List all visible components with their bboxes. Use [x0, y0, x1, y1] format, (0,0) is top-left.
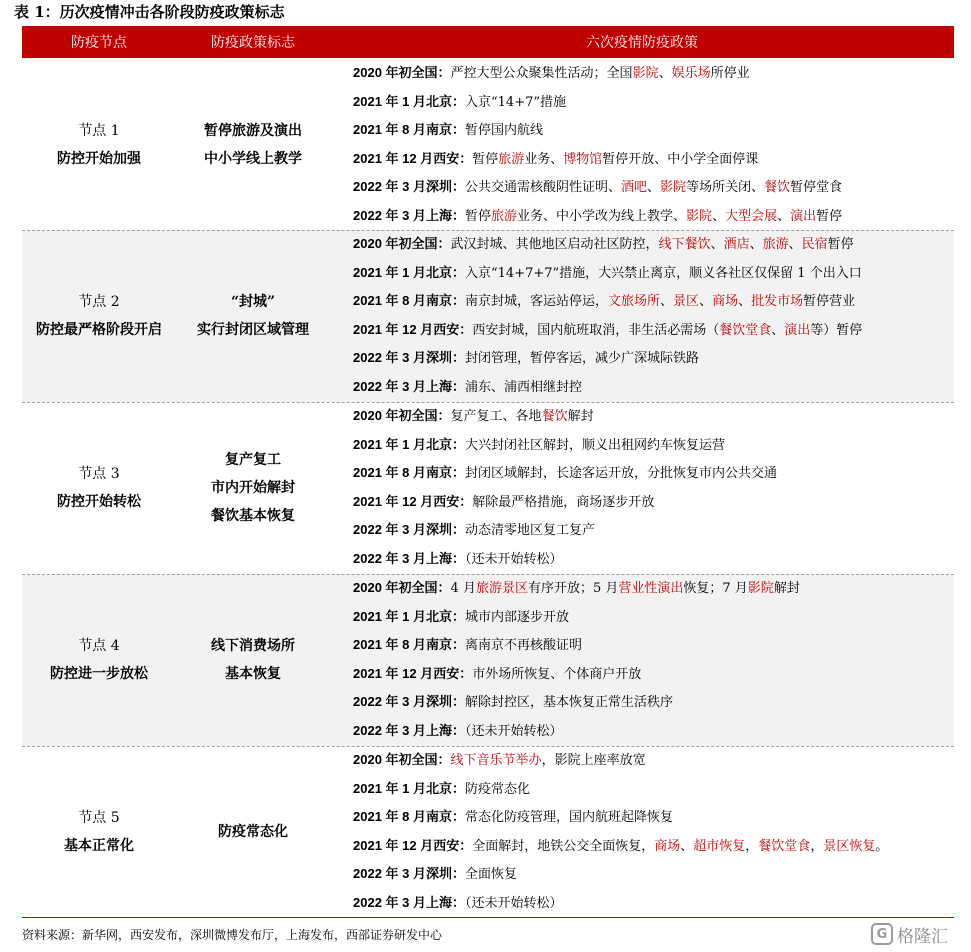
policy-text: 防疫常态化	[465, 781, 531, 797]
policy-line-label: 2022 年 3 月深圳：	[353, 522, 465, 538]
logo-text: 格隆汇	[897, 926, 948, 947]
node-label: 节点 5	[78, 809, 120, 826]
policy-line-label: 2021 年 12 月西安：	[353, 321, 473, 337]
node-cell	[22, 746, 176, 918]
policy-text: 解除封控区，基本恢复正常生活秩序	[465, 695, 674, 711]
policy-line-label: 2022 年 3 月上海：	[353, 207, 465, 223]
policy-text: 、	[710, 237, 724, 252]
table-section	[22, 230, 954, 402]
policy-line-label: 2021 年 1 月北京：	[353, 264, 465, 280]
policy-mark-line: 中小学线上教学	[204, 150, 302, 167]
policy-line-label: 2021 年 1 月北京：	[353, 93, 465, 109]
policy-text: 浦东、浦西相继封控	[465, 379, 583, 395]
policy-line	[353, 717, 954, 746]
policy-text: 暂停开放、中小学全面停课	[602, 151, 759, 167]
node-cell	[22, 574, 176, 746]
policy-mark-cell	[176, 402, 330, 574]
policy-text: 恢复；7 月	[683, 581, 748, 596]
policy-text: 业务、中小学改为线上教学、	[517, 208, 687, 224]
policy-line	[353, 431, 954, 460]
policy-line	[353, 574, 954, 603]
policy-line-label: 2021 年 8 月南京：	[353, 809, 465, 825]
header-policies: 六次疫情防疫政策	[586, 35, 698, 51]
node-title: 防控最严格阶段开启	[36, 321, 162, 338]
node-title: 防控开始加强	[57, 150, 141, 167]
policy-text: ，	[745, 838, 759, 854]
highlight-text: 餐饮	[541, 409, 568, 424]
policy-list	[353, 230, 954, 402]
table-caption: 表 1：历次疫情冲击各阶段防疫政策标志	[14, 3, 285, 21]
policy-line-label: 2020 年初全国：	[353, 236, 451, 251]
table-bottom-rule	[22, 917, 954, 918]
policy-text: 动态清零地区复工复产	[465, 523, 596, 539]
node-label: 节点 3	[78, 465, 120, 482]
policy-line	[353, 775, 954, 804]
policy-line-label: 2021 年 12 月西安：	[353, 665, 473, 681]
policy-line-label: 2020 年初全国：	[353, 752, 451, 767]
policy-text: 武汉封城、其他地区启动社区防控，	[450, 237, 659, 252]
highlight-text: 营业性演出	[618, 581, 684, 596]
policy-mark-line: “封城”	[230, 293, 276, 310]
policy-line	[353, 603, 954, 632]
highlight-text: 线下餐饮	[658, 237, 711, 252]
policy-text: ，影院上座率放宽	[541, 753, 646, 768]
policy-text: 、	[660, 294, 674, 310]
policy-line	[353, 230, 954, 259]
node-title: 防控进一步放松	[50, 665, 148, 682]
policy-line	[353, 202, 954, 231]
highlight-text: 餐饮堂食	[758, 838, 811, 854]
policy-line-label: 2021 年 12 月西安：	[353, 150, 473, 166]
highlight-text: 民宿	[801, 237, 828, 252]
highlight-text: 餐饮堂食	[719, 322, 772, 338]
policy-mark-line: 基本恢复	[225, 665, 281, 682]
policy-text: （还未开始转松）	[465, 551, 563, 567]
policy-line	[353, 488, 954, 517]
policy-text: 公共交通需核酸阴性证明、	[465, 180, 622, 196]
highlight-text: 文旅场所	[608, 294, 661, 310]
policy-line	[353, 803, 954, 832]
policy-text: 西安封城，国内航班取消，非生活必需场（	[472, 322, 720, 338]
policy-text: 离南京不再核酸证明	[465, 638, 583, 654]
policy-mark-line: 防疫常态化	[218, 823, 288, 840]
policy-line-label: 2021 年 12 月西安：	[353, 837, 473, 853]
policy-text: 暂停堂食	[790, 180, 843, 196]
policy-text: 等场所关闭、	[686, 180, 765, 196]
policy-text: 暂停	[827, 237, 854, 252]
gelonghui-logo-icon: G	[871, 923, 893, 945]
policy-line	[353, 746, 954, 775]
policy-line	[353, 889, 954, 918]
highlight-text: 商场	[654, 838, 681, 854]
policy-mark-cell	[176, 230, 330, 402]
policy-line	[353, 832, 954, 861]
policy-line-label: 2022 年 3 月上海：	[353, 378, 465, 394]
policy-text: 复产复工、各地	[450, 409, 542, 424]
highlight-text: 博物馆	[563, 151, 603, 167]
highlight-text: 超市恢复	[693, 838, 746, 854]
header-node: 防疫节点	[71, 35, 127, 51]
policy-line-label: 2021 年 1 月北京：	[353, 436, 465, 452]
policy-mark-cell	[176, 574, 330, 746]
policy-line	[353, 59, 954, 88]
node-label: 节点 1	[78, 122, 120, 139]
highlight-text: 餐饮	[764, 180, 791, 196]
policy-text: 4 月	[450, 581, 476, 596]
policy-list	[353, 746, 954, 918]
table-section	[22, 574, 954, 746]
policy-text: 市外场所恢复、个体商户开放	[472, 666, 642, 682]
policy-text: 有序开放；5 月	[527, 581, 619, 596]
policy-text: 全面恢复	[465, 867, 518, 883]
policy-line-label: 2020 年初全国：	[353, 65, 451, 80]
header-policy-mark: 防疫政策标志	[211, 35, 295, 51]
node-label: 节点 2	[78, 293, 120, 310]
policy-text: 解封	[567, 409, 594, 424]
highlight-text: 影院	[747, 581, 774, 596]
policy-line	[353, 287, 954, 316]
highlight-text: 影院	[632, 66, 659, 81]
node-cell	[22, 402, 176, 574]
policy-text: 业务、	[524, 151, 564, 167]
policy-line	[353, 145, 954, 174]
policy-text: 、	[712, 208, 726, 224]
policy-text: （还未开始转松）	[465, 895, 563, 911]
policy-text: 入京“14+7”措施	[465, 94, 566, 110]
policy-text: 、	[647, 180, 661, 196]
policy-text: 城市内部逐步开放	[465, 609, 570, 625]
section-divider	[22, 402, 954, 403]
policy-line-label: 2021 年 1 月北京：	[353, 780, 465, 796]
policy-mark-line: 复产复工	[225, 451, 281, 468]
policy-text: 所停业	[710, 66, 750, 81]
policy-text: 南京封城，客运站停运，	[465, 294, 609, 310]
policy-text: 、	[699, 294, 713, 310]
highlight-text: 旅游	[762, 237, 789, 252]
policy-text: （还未开始转松）	[465, 723, 563, 739]
policy-line-label: 2021 年 12 月西安：	[353, 493, 473, 509]
policy-line-label: 2022 年 3 月深圳：	[353, 694, 465, 710]
policy-text: 严控大型公众聚集性活动；全国	[450, 66, 633, 81]
policy-line-label: 2021 年 1 月北京：	[353, 608, 465, 624]
section-divider	[22, 574, 954, 575]
policy-line-label: 2021 年 8 月南京：	[353, 637, 465, 653]
table-header	[22, 26, 954, 58]
policy-text: 暂停	[465, 208, 492, 224]
policy-text: 等）暂停	[810, 322, 863, 338]
policy-text: ，	[810, 838, 824, 854]
watermark-logo	[871, 920, 961, 948]
policy-line	[353, 88, 954, 117]
highlight-text: 酒店	[723, 237, 750, 252]
policy-line-label: 2022 年 3 月上海：	[353, 722, 465, 738]
policy-text: 、	[680, 838, 694, 854]
policy-text: 全面解封，地铁公交全面恢复，	[472, 838, 655, 854]
policy-line	[353, 545, 954, 574]
policy-line-label: 2021 年 8 月南京：	[353, 122, 465, 138]
policy-line	[353, 516, 954, 545]
highlight-text: 旅游景区	[475, 581, 528, 596]
policy-text: 解除最严格措施，商场逐步开放	[472, 494, 655, 510]
policy-line	[353, 860, 954, 889]
policy-line	[353, 688, 954, 717]
highlight-text: 景区恢复	[823, 838, 876, 854]
policy-text: 、	[771, 322, 785, 338]
policy-line	[353, 316, 954, 345]
policy-list	[353, 574, 954, 746]
table-section	[22, 59, 954, 231]
highlight-text: 演出	[784, 322, 811, 338]
highlight-text: 娱乐场	[671, 66, 711, 81]
table-section	[22, 402, 954, 574]
policy-list	[353, 59, 954, 231]
highlight-text: 旅游	[498, 151, 525, 167]
policy-line	[353, 373, 954, 402]
policy-text: 、	[777, 208, 791, 224]
highlight-text: 影院	[686, 208, 713, 224]
node-title: 基本正常化	[64, 837, 134, 854]
node-label: 节点 4	[78, 637, 120, 654]
policy-text: 、	[788, 237, 802, 252]
section-divider	[22, 746, 954, 747]
policy-mark-cell	[176, 59, 330, 231]
policy-mark-cell	[176, 746, 330, 918]
highlight-text: 影院	[660, 180, 687, 196]
policy-line-label: 2022 年 3 月深圳：	[353, 866, 465, 882]
highlight-text: 演出	[790, 208, 817, 224]
highlight-text: 商场	[712, 294, 739, 310]
policy-text: 常态化防疫管理，国内航班起降恢复	[465, 810, 674, 826]
policy-list	[353, 402, 954, 574]
node-title: 防控开始转松	[57, 493, 141, 510]
highlight-text: 景区	[673, 294, 700, 310]
policy-mark-line: 市内开始解封	[211, 479, 295, 496]
policy-line-label: 2022 年 3 月深圳：	[353, 350, 465, 366]
policy-line	[353, 660, 954, 689]
highlight-text: 酒吧	[621, 180, 648, 196]
policy-text: 、	[749, 237, 763, 252]
policy-mark-line: 餐饮基本恢复	[211, 507, 295, 524]
policy-line-label: 2021 年 8 月南京：	[353, 293, 465, 309]
policy-text: 解封	[773, 581, 800, 596]
policy-mark-line: 暂停旅游及演出	[204, 122, 302, 139]
policy-text: 暂停	[816, 208, 843, 224]
policy-line	[353, 259, 954, 288]
policy-text: 大兴封闭社区解封，顺义出租网约车恢复运营	[465, 437, 726, 453]
policy-line	[353, 631, 954, 660]
policy-line-label: 2022 年 3 月深圳：	[353, 179, 465, 195]
policy-line	[353, 459, 954, 488]
policy-line-label: 2020 年初全国：	[353, 408, 451, 423]
policy-text: 。	[875, 838, 889, 854]
policy-text: 、	[658, 66, 672, 81]
policy-line	[353, 173, 954, 202]
highlight-text: 批发市场	[751, 294, 804, 310]
node-cell	[22, 230, 176, 402]
policy-text: 、	[738, 294, 752, 310]
policy-mark-line: 线下消费场所	[211, 637, 295, 654]
policy-line-label: 2022 年 3 月上海：	[353, 894, 465, 910]
source-note: 资料来源：新华网，西安发布，深圳微博发布厅，上海发布，西部证券研发中心	[22, 928, 443, 942]
policy-line	[353, 344, 954, 373]
highlight-text: 线下音乐节举办	[450, 753, 542, 768]
policy-line	[353, 116, 954, 145]
policy-text: 封闭管理，暂停客运，减少广深城际铁路	[465, 351, 700, 367]
policy-line-label: 2022 年 3 月上海：	[353, 550, 465, 566]
policy-mark-line: 实行封闭区域管理	[197, 321, 309, 338]
policy-text: 暂停	[472, 151, 499, 167]
policy-text: 暂停营业	[803, 294, 856, 310]
table-section	[22, 746, 954, 918]
section-divider	[22, 230, 954, 231]
policy-line-label: 2021 年 8 月南京：	[353, 465, 465, 481]
node-cell	[22, 59, 176, 231]
highlight-text: 旅游	[491, 208, 518, 224]
policy-text: 封闭区域解封，长途客运开放，分批恢复市内公共交通	[465, 466, 778, 482]
policy-line-label: 2020 年初全国：	[353, 580, 451, 595]
policy-line	[353, 402, 954, 431]
policy-text: 暂停国内航线	[465, 123, 544, 139]
policy-text: 入京“14+7+7”措施，大兴禁止离京，顺义各社区仅保留 1 个出入口	[465, 265, 862, 281]
highlight-text: 大型会展	[725, 208, 778, 224]
